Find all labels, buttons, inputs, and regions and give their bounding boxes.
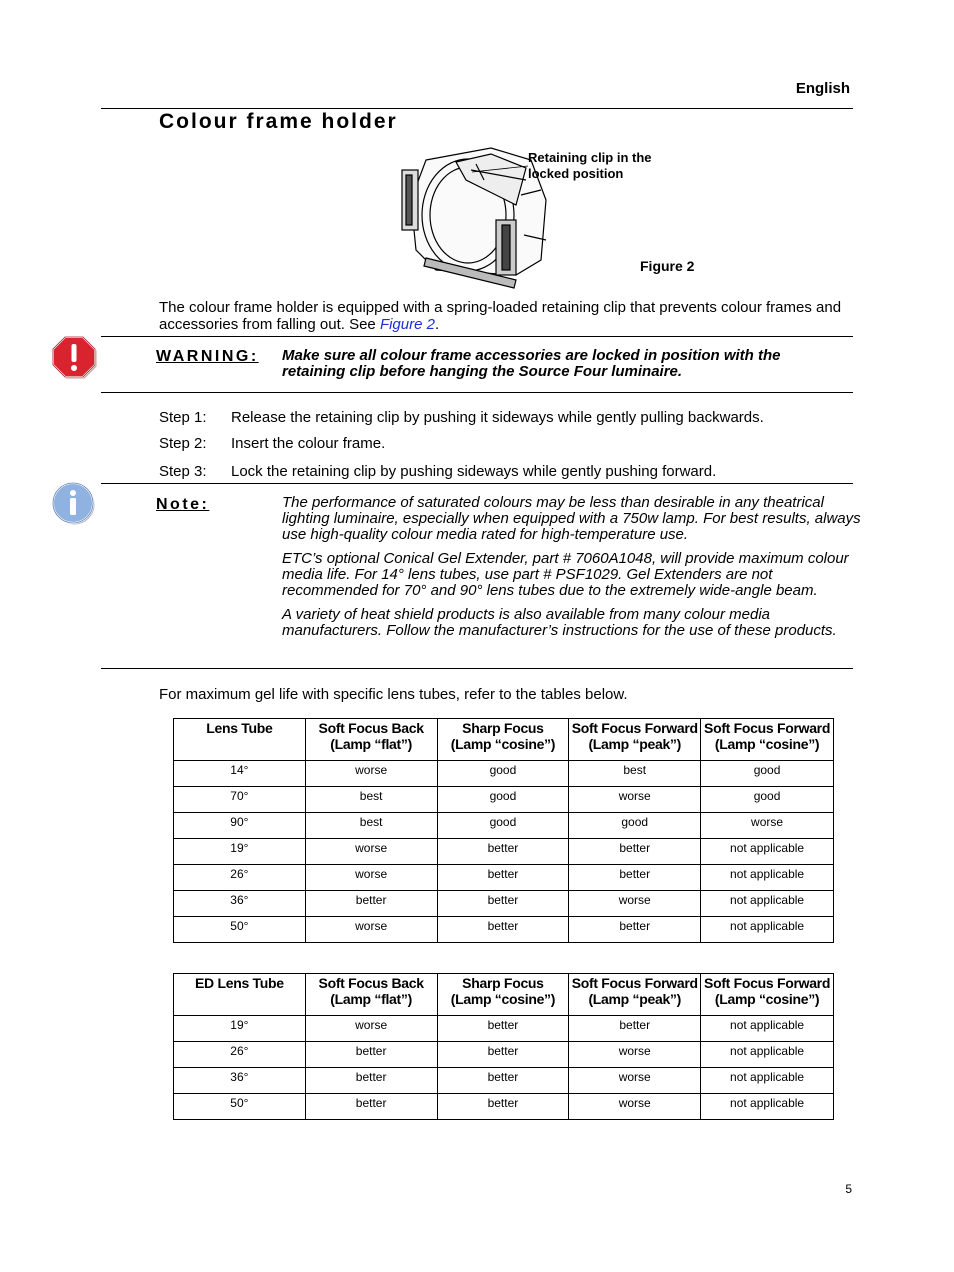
table-cell: not applicable xyxy=(701,1042,834,1068)
note-top-rule xyxy=(101,483,853,484)
step-2-label: Step 2: xyxy=(159,435,207,452)
header-soft-focus-forward-cosine: Soft Focus Forward (Lamp “cosine”) xyxy=(701,719,834,761)
figure-label: Figure 2 xyxy=(640,258,695,274)
table-cell: not applicable xyxy=(701,1094,834,1120)
intro-paragraph xyxy=(159,299,859,333)
table-cell: good xyxy=(701,787,834,813)
table-cell: better xyxy=(305,891,437,917)
lens-tube-table xyxy=(173,718,834,943)
info-icon xyxy=(50,480,96,526)
table-cell: better xyxy=(437,1094,569,1120)
step-1 xyxy=(159,409,764,426)
table-cell: 26° xyxy=(174,1042,306,1068)
figure-callout-line1: Retaining clip in the xyxy=(528,150,652,165)
header-sharp-focus: Sharp Focus (Lamp “cosine”) xyxy=(437,974,569,1016)
table-cell: better xyxy=(569,917,701,943)
table-cell: worse xyxy=(305,839,437,865)
table-cell: 50° xyxy=(174,1094,306,1120)
step-3-text: Lock the retaining clip by pushing sideways while gently pushing forward. xyxy=(231,463,717,480)
table-row xyxy=(174,1068,834,1094)
table-cell: 70° xyxy=(174,787,306,813)
table-cell: better xyxy=(437,917,569,943)
header-sharp-focus: Sharp Focus (Lamp “cosine”) xyxy=(437,719,569,761)
table-cell: 90° xyxy=(174,813,306,839)
table-cell: 36° xyxy=(174,1068,306,1094)
note-paragraph-3: A variety of heat shield products is also available from many colour media manufacturers. Follow the manufacturer’s instructions for the use of these products. xyxy=(282,606,837,639)
table-cell: best xyxy=(305,787,437,813)
table-cell: better xyxy=(437,891,569,917)
warning-icon xyxy=(50,334,98,380)
table-cell: worse xyxy=(569,1042,701,1068)
table-cell: best xyxy=(305,813,437,839)
header-ed-lens-tube: ED Lens Tube xyxy=(174,974,306,1016)
step-3-label: Step 3: xyxy=(159,463,207,480)
warning-top-rule xyxy=(101,336,853,337)
section-title: Colour frame holder xyxy=(159,110,398,133)
figure-callout xyxy=(528,150,652,182)
table-cell: worse xyxy=(305,761,437,787)
table-cell: better xyxy=(437,865,569,891)
table-row xyxy=(174,917,834,943)
figure-2-link[interactable]: Figure 2 xyxy=(379,316,435,333)
header-soft-focus-back: Soft Focus Back (Lamp “flat”) xyxy=(305,974,437,1016)
table-cell: worse xyxy=(569,891,701,917)
table-cell: better xyxy=(305,1068,437,1094)
step-2-text: Insert the colour frame. xyxy=(231,435,386,452)
header-soft-focus-forward-peak: Soft Focus Forward (Lamp “peak”) xyxy=(569,719,701,761)
table-cell: 14° xyxy=(174,761,306,787)
table-cell: not applicable xyxy=(701,917,834,943)
warning-label: WARNING: xyxy=(156,348,259,365)
intro-text: The colour frame holder is equipped with a spring-loaded retaining clip that prevents colour frames and accessories from falling out. See xyxy=(159,299,842,333)
header-lens-tube: Lens Tube xyxy=(174,719,306,761)
table-cell: worse xyxy=(305,865,437,891)
table-cell: not applicable xyxy=(701,839,834,865)
table-cell: worse xyxy=(569,787,701,813)
table-cell: better xyxy=(305,1042,437,1068)
table-cell: better xyxy=(305,1094,437,1120)
table-row xyxy=(174,1094,834,1120)
table-cell: better xyxy=(437,1068,569,1094)
header-soft-focus-back: Soft Focus Back (Lamp “flat”) xyxy=(305,719,437,761)
table-cell: better xyxy=(437,839,569,865)
table-cell: worse xyxy=(569,1068,701,1094)
table-cell: better xyxy=(569,865,701,891)
header-language: English xyxy=(795,80,850,97)
intro-text-end: . xyxy=(434,316,440,333)
table-cell: 26° xyxy=(174,865,306,891)
table-cell: good xyxy=(437,761,569,787)
note-paragraph-2: ETC’s optional Conical Gel Extender, part # 7060A1048, will provide maximum colour media life. For 14° lens tubes, use part # PSF1029. Gel Extenders are not recommended for 70° and 90° lens tubes due to the extremely wide-angle beam. xyxy=(282,550,849,599)
table-cell: good xyxy=(437,787,569,813)
step-3 xyxy=(159,463,716,480)
step-2 xyxy=(159,435,385,452)
table-cell: 19° xyxy=(174,839,306,865)
table-cell: better xyxy=(569,1016,701,1042)
step-1-label: Step 1: xyxy=(159,409,207,426)
table-cell: not applicable xyxy=(701,1016,834,1042)
table-row xyxy=(174,865,834,891)
table-cell: not applicable xyxy=(701,891,834,917)
table-cell: best xyxy=(569,761,701,787)
table-cell: not applicable xyxy=(701,1068,834,1094)
table-cell: good xyxy=(701,761,834,787)
table-row xyxy=(174,1016,834,1042)
note-bottom-rule xyxy=(101,668,853,669)
table-row xyxy=(174,813,834,839)
table-row xyxy=(174,761,834,787)
header-soft-focus-forward-peak: Soft Focus Forward (Lamp “peak”) xyxy=(569,974,701,1016)
table-cell: 50° xyxy=(174,917,306,943)
table-row xyxy=(174,839,834,865)
table-cell: worse xyxy=(569,1094,701,1120)
step-1-text: Release the retaining clip by pushing it sideways while gently pulling backwards. xyxy=(231,409,764,426)
table-cell: worse xyxy=(305,917,437,943)
table-header-row xyxy=(174,974,834,1016)
table-cell: worse xyxy=(305,1016,437,1042)
warning-text: Make sure all colour frame accessories are locked in position with the retaining clip before hanging the Source Four luminaire. xyxy=(282,347,781,380)
note-label: Note: xyxy=(156,496,210,513)
header-rule xyxy=(101,108,853,109)
figure-callout-line2: locked position xyxy=(528,166,624,181)
ed-lens-tube-table xyxy=(173,973,834,1120)
table-cell: better xyxy=(437,1042,569,1068)
table-row xyxy=(174,1042,834,1068)
page-number: 5 xyxy=(845,1182,852,1196)
table-row xyxy=(174,787,834,813)
table-cell: good xyxy=(569,813,701,839)
table-row xyxy=(174,891,834,917)
header-soft-focus-forward-cosine: Soft Focus Forward (Lamp “cosine”) xyxy=(701,974,834,1016)
warning-bottom-rule xyxy=(101,392,853,393)
table-cell: worse xyxy=(701,813,834,839)
table-cell: not applicable xyxy=(701,865,834,891)
table-cell: better xyxy=(437,1016,569,1042)
table-header-row xyxy=(174,719,834,761)
table-cell: 19° xyxy=(174,1016,306,1042)
note-body xyxy=(282,495,862,647)
table-cell: good xyxy=(437,813,569,839)
table-cell: 36° xyxy=(174,891,306,917)
note-paragraph-1: The performance of saturated colours may be less than desirable in any theatrical lighting luminaire, especially when equipped with a 750w lamp. For best results, always use high-quality colour media rated for high-temperature use. xyxy=(282,494,861,543)
table-cell: better xyxy=(569,839,701,865)
tables-intro: For maximum gel life with specific lens tubes, refer to the tables below. xyxy=(159,686,628,703)
